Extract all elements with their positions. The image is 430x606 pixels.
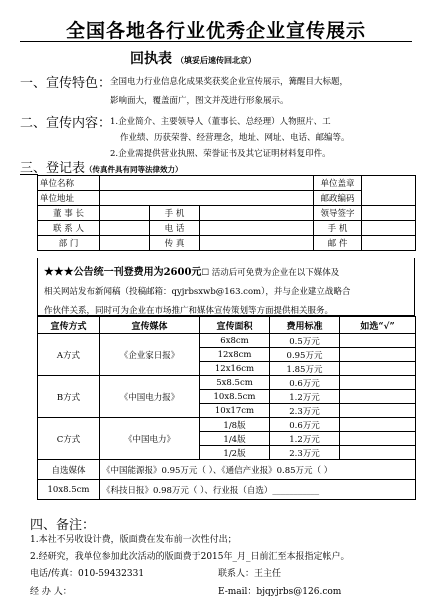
leader-sign-label: 领导签字	[314, 206, 362, 221]
free-media-label: 自选媒体	[38, 460, 100, 480]
title-underline	[20, 41, 412, 42]
contact-label: 联 系 人	[38, 221, 100, 236]
unit-name-field[interactable]	[100, 176, 314, 191]
method-a: A方式	[38, 334, 100, 376]
section-3-note: （传真件具有同等法律效力）	[85, 165, 183, 174]
fee-checkbox[interactable]: ☐	[201, 268, 210, 278]
fee-b-3: 2.3万元	[270, 404, 340, 418]
unit-addr-field[interactable]	[100, 191, 314, 206]
fee-a-3: 1.85万元	[270, 362, 340, 376]
pricing-table	[37, 316, 416, 500]
mobile-1-field[interactable]	[200, 206, 314, 221]
area-c-2: 1/4版	[200, 432, 270, 446]
section-1-line-2: 影响面大，覆盖面广，图文并茂进行形象展示。	[110, 96, 289, 106]
phone-field[interactable]	[200, 221, 314, 236]
mobile-2-field[interactable]	[362, 221, 416, 236]
section-1-heading: 一、宣传特色：	[20, 76, 112, 91]
media-a: 《企业家日报》	[100, 334, 200, 376]
area-c-1: 1/8版	[200, 418, 270, 432]
notice-line-1b: 活动后可免费为企业在以下媒体及	[211, 268, 340, 278]
fee-c-1: 0.6万元	[270, 418, 340, 432]
remark-1: 1.本社不另收设计费，版面费在发布前一次性付出；	[30, 535, 237, 545]
section-3-heading: 三、登记表（传真件具有同等法律效力）	[20, 161, 183, 176]
leader-sign-field[interactable]	[362, 206, 416, 221]
header-area: 宣传面积	[200, 317, 270, 334]
notice-line-3: 作伙伴关系，同时可为企业在市场推广和媒体宣传策划等方面提供相关服务。	[44, 306, 334, 316]
unit-seal-field[interactable]	[362, 176, 416, 206]
form-subtitle	[130, 48, 256, 68]
header-method: 宣传方式	[38, 317, 100, 334]
method-c: C方式	[38, 418, 100, 460]
dept-field[interactable]	[100, 236, 150, 251]
area-a-3: 12x16cm	[200, 362, 270, 376]
area-b-1: 5x8.5cm	[200, 376, 270, 390]
area-c-3: 1/2版	[200, 446, 270, 460]
chairman-label: 董 事 长	[38, 206, 100, 221]
contact-person: 联系人：王主任	[218, 569, 282, 579]
unit-seal-label: 单位盖章	[314, 176, 362, 191]
fee-b-2: 1.2万元	[270, 390, 340, 404]
media-c: 《中国电力》	[100, 418, 200, 460]
notice-fee: 2600元	[163, 267, 202, 278]
select-c-2[interactable]	[340, 432, 416, 446]
area-a-2: 12x8cm	[200, 348, 270, 362]
unit-addr-label: 单位地址	[38, 191, 100, 206]
select-a-2[interactable]	[340, 348, 416, 362]
page-title: 全国各地各行业优秀企业宣传展示	[65, 20, 366, 42]
notice-line-1a: 公告统一刊登费用为	[73, 267, 164, 278]
section-2-line-3: 2.企业需提供营业执照、荣誉证书及其它证明材料复印件。	[110, 149, 331, 159]
area-a-1: 6x8cm	[200, 334, 270, 348]
section-2-line-1: 1.企业简介、主要领导人（董事长、总经理）人物照片、工	[110, 117, 331, 127]
free-media-line-1[interactable]: 《中国能源报》0.95万元（ ）、《通信产业报》0.85万元（ ）	[100, 460, 416, 480]
section-1-line-1: 全国电力行业信息化成果奖获奖企业宣传展示，篝醒目大标题，	[110, 77, 349, 87]
fax-field[interactable]	[200, 236, 314, 251]
section-2-heading: 二、宣传内容：	[20, 116, 112, 131]
subtitle-note: （填妥后速传回北京）	[176, 55, 256, 65]
header-fee: 费用标准	[270, 317, 340, 334]
contact-email: E-mail：bjqyjrbs@126.com	[218, 587, 342, 597]
fee-notice	[37, 258, 415, 316]
select-a-3[interactable]	[340, 362, 416, 376]
section-3-rule	[20, 174, 38, 175]
select-b-1[interactable]	[340, 376, 416, 390]
method-b: B方式	[38, 376, 100, 418]
email-field[interactable]	[362, 236, 416, 251]
media-b: 《中国电力报》	[100, 376, 200, 418]
registration-table	[37, 175, 416, 251]
mobile-2-label: 手 机	[314, 221, 362, 236]
fee-a-2: 0.95万元	[270, 348, 340, 362]
remark-2: 2.经研究，我单位参加此次活动的版面费于2015年_月_日前汇至本报指定帐户。	[30, 552, 350, 562]
subtitle-text: 回执表	[130, 51, 172, 67]
handler-label: 经 办 人：	[30, 587, 72, 597]
select-c-3[interactable]	[340, 446, 416, 460]
header-select: 如选“√”	[340, 317, 416, 334]
email-label: 邮 件	[314, 236, 362, 251]
free-media-size: 10x8.5cm	[38, 480, 100, 500]
fee-b-1: 0.6万元	[270, 376, 340, 390]
unit-name-label: 单位名称	[38, 176, 100, 191]
section-4-heading: 四、备注：	[30, 518, 96, 533]
header-media: 宣传媒体	[100, 317, 200, 334]
fee-c-2: 1.2万元	[270, 432, 340, 446]
area-b-2: 10x8.5cm	[200, 390, 270, 404]
fee-a-1: 0.5万元	[270, 334, 340, 348]
area-b-3: 10x17cm	[200, 404, 270, 418]
dept-label: 部 门	[38, 236, 100, 251]
star-icons: ★★★	[44, 265, 74, 278]
fax-label: 传 真	[150, 236, 200, 251]
notice-line-2: 相关网站发布新闻稿（投稿邮箱：qyjrbsxwb@163.com），并与企业建立战略合	[44, 287, 351, 297]
contact-field[interactable]	[100, 221, 150, 236]
free-media-line-2[interactable]: 《科技日报》0.98万元（ ）、行业报（自选）___________	[100, 480, 416, 500]
select-a-1[interactable]	[340, 334, 416, 348]
postcode-label: 邮政编码	[314, 191, 362, 206]
select-c-1[interactable]	[340, 418, 416, 432]
chairman-field[interactable]	[100, 206, 150, 221]
select-b-3[interactable]	[340, 404, 416, 418]
fee-c-3: 2.3万元	[270, 446, 340, 460]
contact-tel: 电话/传真：010-59432331	[30, 569, 145, 579]
phone-label: 电 话	[150, 221, 200, 236]
select-b-2[interactable]	[340, 390, 416, 404]
section-2-line-2: 作业绩、历获荣誉、经营理念，地址、网址、电话、邮编等。	[120, 133, 350, 143]
mobile-1-label: 手 机	[150, 206, 200, 221]
